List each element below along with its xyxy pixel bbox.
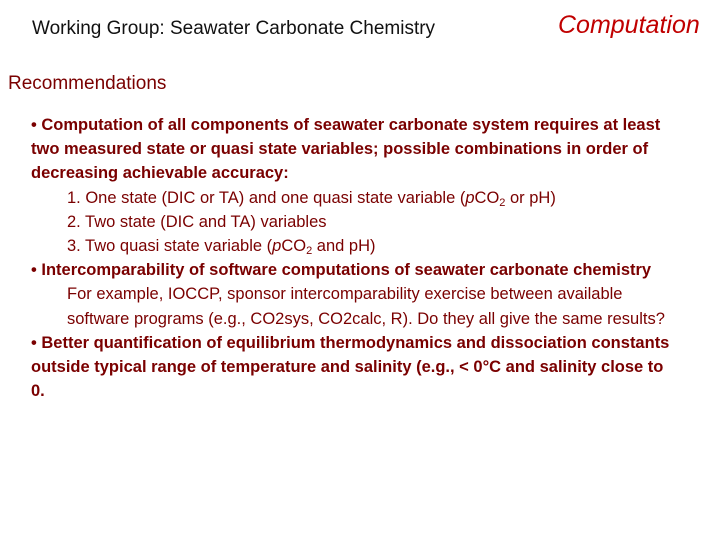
combination-item-1 bbox=[31, 186, 671, 210]
bullet-computation: • Computation of all components of seawater carbonate system requires at least two measured state or quasi state variables; possible combinations in order of decreasing achievable accuracy: bbox=[31, 116, 661, 183]
combination-item-3-italic: p bbox=[272, 237, 282, 256]
combination-item-3-mid: CO bbox=[281, 237, 307, 256]
combination-item-3 bbox=[31, 234, 671, 258]
combination-item-3-suffix: and pH) bbox=[312, 237, 376, 256]
slide-topic: Computation bbox=[558, 11, 700, 39]
combination-item-1-mid: CO bbox=[474, 188, 500, 207]
combination-item-1-sub: 2 bbox=[499, 196, 506, 209]
combination-item-1-suffix: or pH) bbox=[505, 188, 556, 207]
section-heading: Recommendations bbox=[8, 73, 167, 94]
combination-item-1-prefix: 1. One state (DIC or TA) and one quasi state variable ( bbox=[67, 188, 466, 207]
bullet-intercomparability: • Intercomparability of software computations of seawater carbonate chemistry bbox=[31, 261, 652, 280]
combination-item-3-prefix: 3. Two quasi state variable ( bbox=[67, 237, 273, 256]
combination-item-2: 2. Two state (DIC and TA) variables bbox=[67, 212, 327, 231]
intercomparability-detail: For example, IOCCP, sponsor intercomparability exercise between available software programs (e.g., CO2sys, CO2calc, R). Do they all give the same results? bbox=[67, 285, 665, 328]
slide-title: Working Group: Seawater Carbonate Chemistry bbox=[32, 18, 436, 39]
combination-item-3-sub: 2 bbox=[306, 245, 313, 258]
recommendations-body bbox=[31, 113, 671, 403]
bullet-thermodynamics: • Better quantification of equilibrium thermodynamics and dissociation constants outside typical range of temperature and salinity (e.g., < 0°C and salinity close to 0. bbox=[31, 333, 670, 401]
combination-item-1-italic: p bbox=[465, 188, 475, 207]
